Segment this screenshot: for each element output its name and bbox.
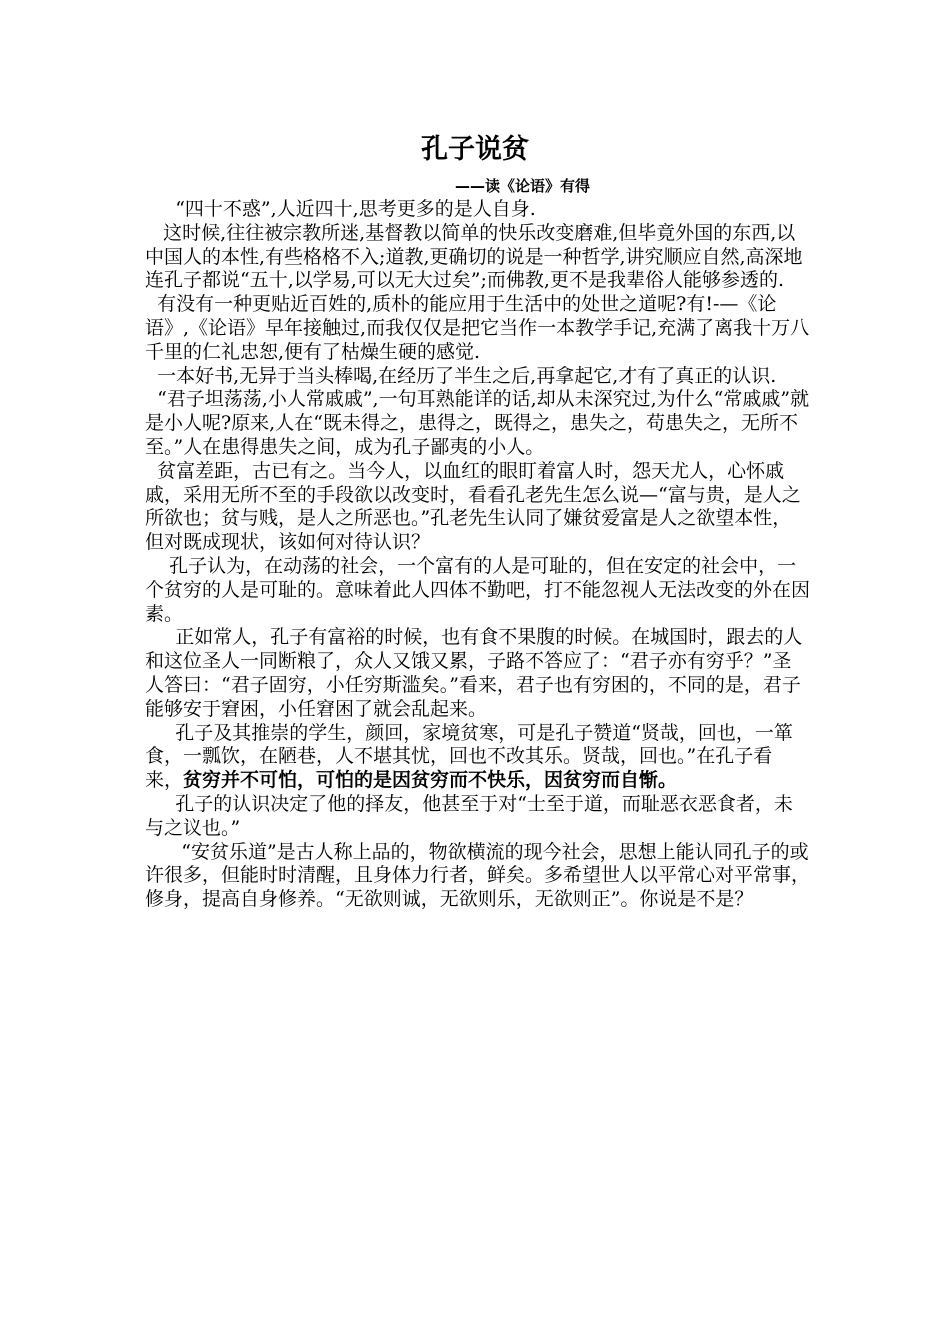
document-title: 孔子说贫: [421, 134, 529, 165]
paragraph: [145, 222, 810, 293]
paragraph: [145, 841, 810, 912]
paragraph-text: 孔子及其推崇的学生，颜回，家境贫寒，可是孔子赞道“贤哉，回也，一箪食，一瓢饮，在陋巷，人不堪其忧，回也不改其乐。贤哉，回也。”在孔子看来，: [145, 721, 793, 792]
paragraph-indent: [145, 293, 157, 315]
paragraph-indent: [145, 222, 163, 244]
paragraph-text: “安贫乐道”是古人称上品的，物欲横流的现今社会，思想上能认同孔子的或许很多，但能时时清醒，且身体力行者，鲜矣。多希望世人以平常心对平常事，修身，提高自身修养。“无欲则诚，无欲则乐，无欲则正”。你说是不是？: [145, 840, 811, 911]
document-subtitle: ——读《论语》有得: [455, 177, 591, 195]
paragraph-text: “君子坦荡荡,小人常戚戚”,一句耳熟能详的话,却从未深究过,为什么“常戚戚”就是小人呢?原来,人在“既未得之，患得之，既得之，患失之，苟患失之，无所不至。”人在患得患失之间，成为孔子鄙夷的小人。: [145, 388, 810, 458]
paragraph-indent: [145, 793, 175, 815]
paragraph: [145, 365, 810, 389]
paragraph-text: 贫富差距，古已有之。当今人，以血红的眼盯着富人时，怨天尤人，心怀戚戚，采用无所不至的手段欲以改变时，看看孔老先生怎么说—“富与贵，是人之所欲也；贫与贱，是人之所恶也。”孔老先生认同了嫌贫爱富是人之欲望本性，但对既成现状，该如何对待认识？: [145, 459, 801, 554]
paragraph: [145, 626, 810, 721]
paragraph-indent: [145, 460, 157, 482]
paragraph-text: “四十不惑”,人近四十,思考更多的是人自身.: [175, 198, 536, 220]
paragraph: [145, 793, 810, 841]
paragraph-indent: [145, 626, 175, 648]
paragraph-text: 有没有一种更贴近百姓的,质朴的能应用于生活中的处世之道呢?有!-—《论语》,《论语》早年接触过,而我仅仅是把它当作一本教学手记,充满了离我十万八千里的仁礼忠恕,便有了枯燥生硬的感觉.: [145, 293, 810, 363]
paragraph-text: 正如常人，孔子有富裕的时候，也有食不果腹的时候。在城国时，跟去的人和这位圣人一同断粮了，众人又饿又累，子路不答应了：“君子亦有穷乎？”圣人答曰：“君子固穷，小任穷斯滥矣。”看来，君子也有穷困的，不同的是，君子能够安于窘困，小任窘困了就会乱起来。: [145, 626, 803, 720]
paragraph-indent: [145, 722, 175, 744]
paragraph-text: 孔子的认识决定了他的择友，他甚至于对“士至于道，而耻恶衣恶食者，未与之议也。”: [145, 792, 793, 839]
paragraph-text: 这时候,往往被宗教所迷,基督教以简单的快乐改变磨难,但毕竟外国的东西,以中国人的本性,有些格格不入;道教,更确切的说是一种哲学,讲究顺应自然,高深地连孔子都说“五十,以学易,可以无大过矣”;而佛教,更不是我辈俗人能够参透的.: [145, 221, 803, 292]
paragraph: [145, 198, 810, 222]
paragraph: [145, 293, 810, 364]
paragraph: [145, 460, 810, 555]
paragraph-bold-text: 贫穷并不可怕，可怕的是因贫穷而不快乐，因贫穷而自惭。: [183, 769, 678, 792]
document-body: [145, 198, 810, 912]
paragraph-text: 孔子认为，在动荡的社会，一个富有的人是可耻的，但在安定的社会中，一个贫穷的人是可耻的。意味着此人四体不勤吧，打不能忽视人无法改变的外在因素。: [145, 554, 811, 625]
paragraph-indent: [145, 198, 175, 220]
paragraph-indent: [145, 388, 157, 410]
paragraph: [145, 388, 810, 459]
paragraph: [145, 555, 810, 626]
paragraph: [145, 722, 810, 793]
paragraph-indent: [145, 365, 157, 387]
paragraph-indent: [145, 555, 169, 577]
paragraph-indent: [145, 841, 181, 863]
paragraph-text: 一本好书,无异于当头棒喝,在经历了半生之后,再拿起它,才有了真正的认识.: [157, 364, 777, 387]
